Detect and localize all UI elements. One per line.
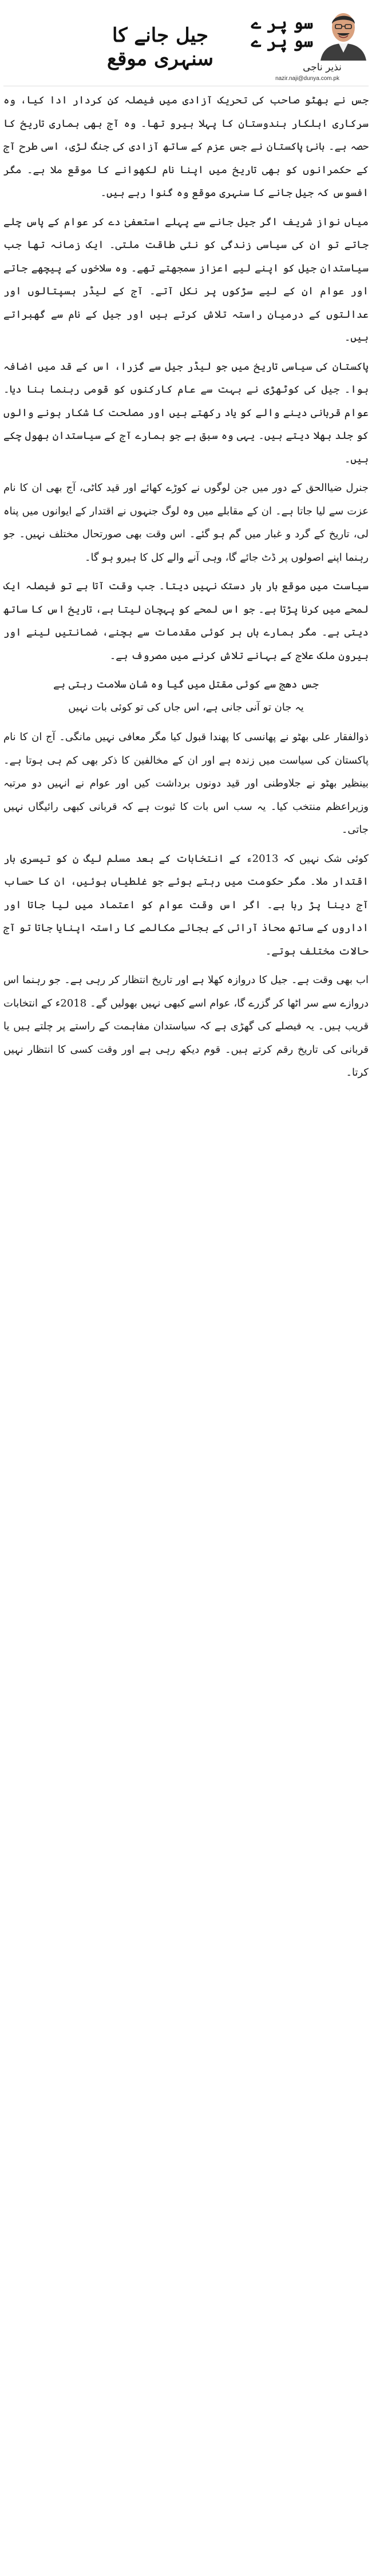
author-email[interactable]: nazir.naji@dunya.com.pk xyxy=(275,75,339,82)
article-paragraph: میاں نواز شریف اگر جیل جانے سے پہلے استعفیٰ دے کر عوام کے پاس چلے جاتے تو ان کی سیاسی زندگی کو نئی طاقت ملتی۔ ایک زمانہ تھا جب سیاستدان جیل کو اپنے لیے اعزاز سمجھتے تھے۔ وہ سلاخوں کے پیچھے جاتے اور عوام ان کے لیے سڑکوں پر نکل آتے۔ آج کے لیڈر ہسپتالوں اور عدالتوں کے درمیان راستہ تلاش کرتے ہیں اور جیل کے نام سے گھبراتے ہیں۔ xyxy=(3,215,369,344)
title-block xyxy=(86,24,235,71)
author-photo xyxy=(319,3,367,61)
brand-line-2: سو پر ے xyxy=(251,31,314,51)
column-header xyxy=(0,0,372,86)
article-paragraph: ذوالفقار علی بھٹو نے پھانسی کا پھندا قبول کیا مگر معافی نہیں مانگی۔ آج ان کا نام پاکستان کی سیاست میں زندہ ہے اور ان کے مخالفین کا ذکر بھی کم ہی ہوتا ہے۔ بینظیر بھٹو نے جلاوطنی اور قید دونوں برداشت کیں اور عوام نے انہیں دو مرتبہ وزیراعظم منتخب کیا۔ یہ سب اس بات کا ثبوت ہے کہ قربانی کبھی رائیگاں نہیں جاتی۔ xyxy=(3,731,369,836)
verse-line-2: یہ جان تو آنی جانی ہے، اس جاں کی تو کوئی بات نہیں xyxy=(68,701,304,713)
poetry-verse xyxy=(3,673,369,719)
author-photo-illustration xyxy=(319,3,367,61)
brand-line-1: سو پر ے xyxy=(251,13,314,33)
column-brand-block xyxy=(246,0,372,86)
author-name: نذیر ناجی xyxy=(303,62,342,73)
article-paragraph: سیاست میں موقع بار بار دستک نہیں دیتا۔ جب وقت آتا ہے تو فیصلہ ایک لمحے میں کرنا پڑتا ہے۔ جو اس لمحے کو پہچان لیتا ہے، تاریخ اس کا ساتھ دیتی ہے۔ مگر ہمارے ہاں ہر کوئی مقدمات سے بچنے، ضمانتیں لینے اور بیرون ملک علاج کے بہانے تلاش کرنے میں مصروف ہے۔ xyxy=(3,580,369,662)
article-body xyxy=(3,89,369,2570)
verse-line-1: جس دھج سے کوئی مقتل میں گیا وہ شان سلامت رہتی ہے xyxy=(53,678,319,690)
article-paragraph: پاکستان کی سیاسی تاریخ میں جو لیڈر جیل سے گزرا، اس کے قد میں اضافہ ہوا۔ جیل کی کوٹھڑی نے بہت سے عام کارکنوں کو قومی رہنما بنا دیا۔ عوام قربانی دینے والے کو یاد رکھتے ہیں اور مصلحت کا شکار ہونے والوں کو جلد بھلا دیتے ہیں۔ یہی وہ سبق ہے جو ہمارے آج کے سیاستدان بھول چکے ہیں۔ xyxy=(3,360,369,465)
column-brand xyxy=(247,15,317,50)
article-paragraph: اب بھی وقت ہے۔ جیل کا دروازہ کھلا ہے اور تاریخ انتظار کر رہی ہے۔ جو رہنما اس دروازے سے سر اٹھا کر گزرے گا، عوام اسے کبھی نہیں بھولیں گے۔ 2018ء کے انتخابات قریب ہیں۔ یہ فیصلے کی گھڑی ہے کہ سیاستدان مفاہمت کے راستے پر چلتے ہیں یا قربانی کی تاریخ رقم کرتے ہیں۔ قوم دیکھ رہی ہے اور وقت کسی کا انتظار نہیں کرتا۔ xyxy=(3,974,369,1079)
article-paragraph: جس نے بھٹو صاحب کی تحریک آزادی میں فیصلہ کن کردار ادا کیا، وہ سرکاری اہلکار ہندوستان کا پہلا ہیرو تھا۔ وہ آج بھی ہماری تاریخ کا حصہ ہے۔ بانیٔ پاکستان نے جس عزم کے ساتھ آزادی کی جنگ لڑی، اسی طرح آج کے حکمرانوں کو بھی تاریخ میں اپنا نام لکھوانے کا موقع ملا ہے۔ مگر افسوس کہ جیل جانے کا سنہری موقع وہ گنوا رہے ہیں۔ xyxy=(3,94,369,199)
article-paragraph: کوئی شک نہیں کہ 2013ء کے انتخابات کے بعد مسلم لیگ ن کو تیسری بار اقتدار ملا۔ مگر حکومت میں رہتے ہوئے جو غلطیاں ہوئیں، ان کا حساب آج دینا پڑ رہا ہے۔ اگر اس وقت عوام کو اعتماد میں لیا جاتا اور اداروں کے ساتھ محاذ آرائی کے بجائے مکالمے کا راستہ اپنایا جاتا تو آج حالات مختلف ہوتے۔ xyxy=(3,852,369,957)
column-title: جیل جانے کا سنہری موقع xyxy=(106,24,213,70)
article-paragraph: جنرل ضیاالحق کے دور میں جن لوگوں نے کوڑے کھائے اور قید کاٹی، آج بھی ان کا نام عزت سے لیا جاتا ہے۔ ان کے مقابلے میں وہ لوگ جنہوں نے اقتدار کے ایوانوں میں پناہ لی، تاریخ کے گرد و غبار میں گم ہو گئے۔ اس وقت بھی صورتحال مختلف نہیں۔ جو رہنما اپنے اصولوں پر ڈٹ جائے گا، وہی آنے والے کل کا ہیرو ہو گا۔ xyxy=(3,482,369,564)
